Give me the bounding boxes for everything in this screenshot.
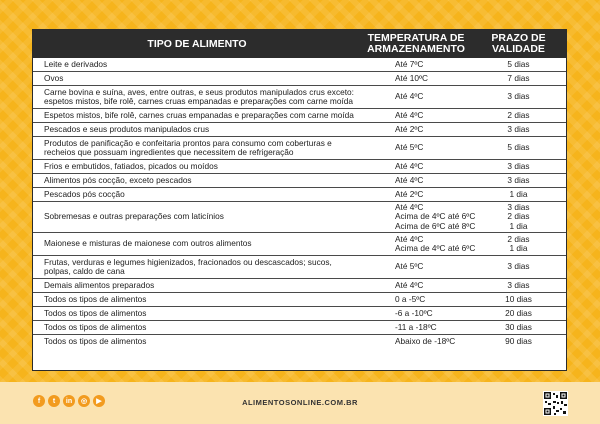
table-row [33,86,566,109]
table-row [33,123,566,137]
food-type-cell [33,137,361,159]
qr-code-icon [543,391,568,416]
food-type-cell [33,321,361,334]
temperature-cell-text: Até 2ºC [395,188,424,199]
shelf-life-cell-text: 7 dias [507,72,530,83]
shelf-life-cell [471,293,566,306]
temperature-cell-text: Até 7ºC [395,58,424,69]
temperature-cell-text: -11 a -18ºC [395,321,437,332]
shelf-life-cell [471,202,566,232]
food-type-cell-text: Alimentos pós cocção, exceto pescados [44,174,192,185]
temperature-cell [361,123,471,136]
table-row [33,188,566,202]
food-type-cell-text: Todos os tipos de alimentos [44,335,147,346]
temperature-cell-text: Até 4ºC [395,91,424,102]
temperature-cell [361,256,471,278]
youtube-icon[interactable]: ▶ [93,395,105,407]
shelf-life-cell-text: 1 dia [509,243,528,253]
shelf-life-cell-text: 1 dia [509,188,528,199]
shelf-life-cell-text: 2 dias [507,109,530,120]
food-type-cell [33,307,361,320]
temperature-cell-text: Até 4ºC [395,279,424,290]
header-shelf-life [471,33,566,55]
footer [0,382,600,424]
food-type-cell [33,202,361,232]
temperature-cell-text: Até 4ºC [395,174,424,185]
table-row [33,174,566,188]
twitter-icon[interactable]: t [48,395,60,407]
temperature-cell [361,137,471,159]
header-temperature [361,33,471,55]
shelf-life-cell-text: 5 dias [507,58,530,69]
header-temperature-line2: ARMAZENAMENTO [367,43,465,55]
shelf-life-cell-text: 3 dias [507,261,530,272]
header-shelf-line2: VALIDADE [492,43,545,55]
table-row [33,137,566,160]
food-type-cell [33,123,361,136]
food-type-cell [33,160,361,173]
food-type-cell-text: Demais alimentos preparados [44,279,155,290]
food-type-cell [33,256,361,278]
website-link[interactable]: ALIMENTOSONLINE.COM.BR [242,398,358,407]
temperature-cell-text: Até 4ºC [395,201,424,212]
shelf-life-cell-text: 20 dias [505,307,532,318]
table-row [33,279,566,293]
table-row [33,321,566,335]
shelf-life-cell [471,109,566,122]
food-type-cell [33,109,361,122]
temperature-cell [361,109,471,122]
temperature-cell [361,279,471,292]
food-type-cell-text: Todos os tipos de alimentos [44,321,147,332]
food-type-cell [33,188,361,201]
storage-table [32,29,567,371]
shelf-life-cell-text: 10 dias [505,293,532,304]
food-type-cell-text: recheios que possuam ingredientes que necessitem de refrigeração [44,147,294,157]
shelf-life-cell [471,321,566,334]
shelf-life-cell [471,160,566,173]
food-type-cell [33,86,361,108]
food-type-cell-text: Sobremesas e outras preparações com laticínios [44,211,224,222]
temperature-cell-text: Acima de 4ºC até 6ºC [395,243,476,253]
temperature-cell-text: Até 5ºC [395,261,424,272]
shelf-life-cell [471,86,566,108]
temperature-cell-text: Acima de 4ºC até 6ºC [395,211,476,222]
temperature-cell-text: Até 4ºC [395,160,424,171]
food-type-cell-text: Pescados e seus produtos manipulados crus [44,123,210,134]
shelf-life-cell-text: 3 dias [507,123,530,134]
food-type-cell-text: Todos os tipos de alimentos [44,307,147,318]
shelf-life-cell [471,137,566,159]
food-type-cell-text: Frios e embutidos, fatiados, picados ou moídos [44,160,218,171]
instagram-icon[interactable]: ◎ [78,395,90,407]
temperature-cell [361,72,471,85]
temperature-cell [361,201,476,232]
temperature-cell-text: Até 4ºC [395,233,424,244]
shelf-life-cell-text: 2 dias [507,211,530,222]
temperature-cell [361,160,471,173]
food-type-cell [33,293,361,306]
table-row [33,72,566,86]
shelf-life-cell-text: 3 dias [507,91,530,102]
temperature-cell-text: Abaixo de -18ºC [395,335,456,346]
food-type-cell [33,279,361,292]
food-type-cell-text: espetos mistos, bife rolê, carnes cruas empanadas e preparações com carne moída [44,96,353,106]
shelf-life-cell-text: 30 dias [505,321,532,332]
shelf-life-cell [471,256,566,278]
temperature-cell-text: Até 2ºC [395,123,424,134]
table-row [33,109,566,123]
shelf-life-cell [471,188,566,201]
food-type-cell-text: Ovos [44,72,64,83]
temperature-cell [361,188,471,201]
shelf-life-cell [471,58,566,71]
shelf-life-cell-text: 5 dias [507,142,530,153]
shelf-life-cell [471,335,566,348]
temperature-cell [361,307,471,320]
shelf-life-cell [471,174,566,187]
shelf-life-cell [471,72,566,85]
temperature-cell-text: 0 a -5ºC [395,293,426,304]
food-type-cell-text: Frutas, verduras e legumes higienizados, fracionados ou descascados; sucos, [44,256,332,267]
food-type-cell [33,58,361,71]
facebook-icon[interactable]: f [33,395,45,407]
food-type-cell [33,335,361,348]
temperature-cell-text: Até 10ºC [395,72,429,83]
food-type-cell-text: Todos os tipos de alimentos [44,293,147,304]
table-row [33,160,566,174]
food-type-cell [33,174,361,187]
shelf-life-cell [471,233,566,255]
temperature-cell [361,174,471,187]
table-row [33,293,566,307]
header-temperature-line1: TEMPERATURA DE [367,32,465,44]
food-type-cell-text: polpas, caldo de cana [44,266,125,276]
header-shelf-line1: PRAZO DE [491,32,546,44]
table-row [33,256,566,279]
shelf-life-cell-text: 3 dias [507,174,530,185]
table-row [33,335,566,348]
food-type-cell [33,72,361,85]
shelf-life-cell-text: 90 dias [505,335,532,346]
temperature-cell-text: Até 5ºC [395,142,424,153]
table-header [33,30,566,58]
table-row [33,58,566,72]
food-type-cell-text: Produtos de panificação e confeitaria prontos para consumo com coberturas e [44,137,332,148]
temperature-cell [361,233,476,255]
temperature-cell [361,293,471,306]
shelf-life-cell-text: 3 dias [507,201,530,212]
food-type-cell-text: Pescados pós cocção [44,188,125,199]
temperature-cell [361,335,471,348]
food-type-cell [33,233,361,255]
shelf-life-cell-text: 1 dia [509,220,528,231]
temperature-cell-text: -6 a -10ºC [395,307,433,318]
temperature-cell-text: Até 4ºC [395,109,424,120]
table-row [33,307,566,321]
table-row [33,202,566,233]
shelf-life-cell [471,307,566,320]
header-food-type: TIPO DE ALIMENTO [147,37,247,50]
table-body [33,58,566,348]
temperature-cell [361,321,471,334]
temperature-cell-text: Acima de 6ºC até 8ºC [395,220,476,231]
linkedin-icon[interactable]: in [63,395,75,407]
shelf-life-cell [471,123,566,136]
shelf-life-cell-text: 2 dias [507,233,530,244]
food-type-cell-text: Maionese e misturas de maionese com outros alimentos [44,238,252,249]
food-type-cell-text: Espetos mistos, bife rolê, carnes cruas empanadas e preparações com carne moída [44,109,354,120]
food-type-cell-text: Carne bovina e suína, aves, entre outras, e seus produtos manipulados crus exceto: [44,86,354,97]
shelf-life-cell-text: 3 dias [507,279,530,290]
temperature-cell [361,86,471,108]
table-row [33,233,566,256]
shelf-life-cell [471,279,566,292]
temperature-cell [361,58,471,71]
shelf-life-cell-text: 3 dias [507,160,530,171]
food-type-cell-text: Leite e derivados [44,58,108,69]
